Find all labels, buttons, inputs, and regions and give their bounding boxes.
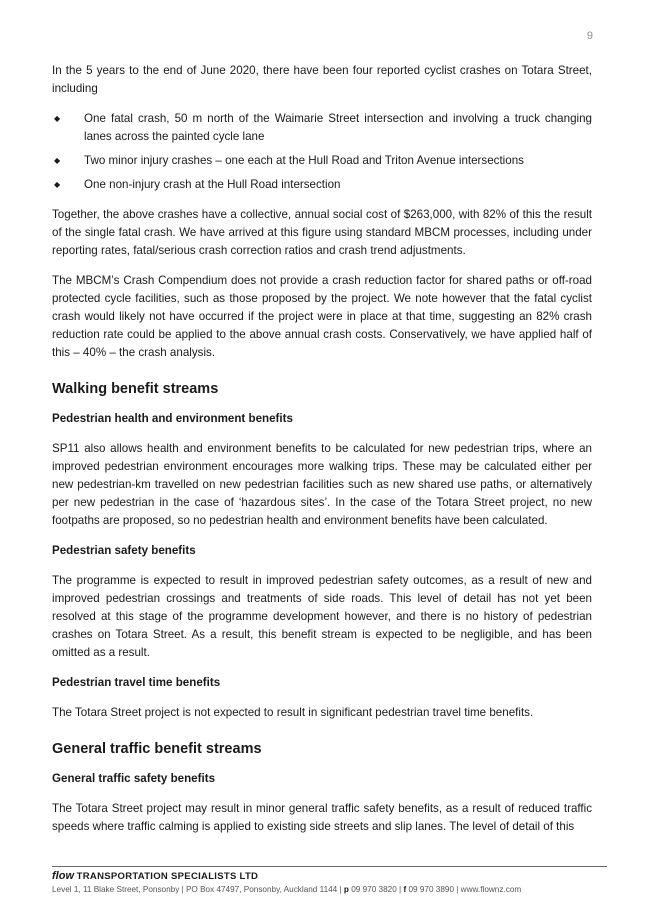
list-item-text: One fatal crash, 50 m north of the Waimarie Street intersection and involving a truck changing lanes across the painted cycle lane — [84, 112, 592, 143]
general-traffic-safety-heading: General traffic safety benefits — [52, 772, 216, 785]
footer-brand — [52, 870, 607, 883]
postal-address: Level 1, 11 Blake Street, Ponsonby | PO Box 47497, Ponsonby, Auckland 1144 | — [52, 885, 342, 894]
walking-benefit-heading: Walking benefit streams — [52, 381, 219, 397]
pedestrian-health-heading: Pedestrian health and environment benefits — [52, 412, 293, 425]
general-traffic-safety-paragraph: The Totara Street project may result in minor general traffic safety benefits, as a result of reduced traffic speeds where traffic calming is applied to existing side streets and slip lanes. The level of detail of this — [52, 802, 592, 833]
footer-separator: | — [399, 885, 402, 894]
list-item — [52, 176, 592, 194]
crash-compendium-paragraph: The MBCM’s Crash Compendium does not provide a crash reduction factor for shared paths or off-road protected cycle facilities, such as those proposed by the project. We note however that the fatal cyclist crash would likely not have occurred if the project were in place at that time, suggesting an 82% crash reduction rate could be applied to the above annual crash costs. Conservatively, we have applied half of this – 40% – the crash analysis. — [52, 274, 592, 359]
page-footer — [52, 866, 607, 896]
diamond-bullet-icon: ◆ — [54, 180, 61, 189]
document-body — [52, 62, 592, 848]
list-item-text: One non-injury crash at the Hull Road intersection — [84, 178, 341, 191]
phone-number: 09 970 3820 — [351, 885, 397, 894]
flow-logo: flow — [52, 870, 74, 882]
pedestrian-travel-time-heading: Pedestrian travel time benefits — [52, 676, 221, 689]
page-number: 9 — [586, 30, 593, 42]
company-name: TRANSPORTATION SPECIALISTS LTD — [76, 871, 259, 882]
intro-paragraph: In the 5 years to the end of June 2020, there have been four reported cyclist crashes on Totara Street, including — [52, 64, 592, 95]
pedestrian-safety-paragraph: The programme is expected to result in improved pedestrian safety outcomes, as a result of new and improved pedestrian crossings and treatments of side roads. This level of detail has not yet been resolved at this stage of the programme development however, and there is no history of pedestrian crashes on Totara Street. As a result, this benefit stream is expected to be negligible, and has been omitted as a result. — [52, 574, 592, 659]
pedestrian-health-paragraph: SP11 also allows health and environment benefits to be calculated for new pedestrian trips, where an improved pedestrian environment encourages more walking trips. These may be calculated either per new pedestrian-km travelled on new pedestrian facilities such as new shared use paths, or alternatively per new pedestrian in the case of ‘hazardous sites’. In the case of the Totara Street project, no new footpaths are proposed, so no pedestrian health and environment benefits have been calculated. — [52, 442, 592, 527]
list-item — [52, 110, 592, 146]
general-traffic-heading: General traffic benefit streams — [52, 741, 262, 757]
diamond-bullet-icon: ◆ — [54, 156, 61, 165]
phone-label: p — [343, 885, 349, 894]
footer-address — [52, 884, 607, 896]
crash-list — [52, 110, 592, 194]
pedestrian-travel-time-paragraph: The Totara Street project is not expected to result in significant pedestrian travel time benefits. — [52, 706, 534, 719]
list-item — [52, 152, 592, 170]
diamond-bullet-icon: ◆ — [54, 114, 61, 123]
social-cost-paragraph: Together, the above crashes have a collective, annual social cost of $263,000, with 82% of this the result of the single fatal crash. We have arrived at this figure using standard MBCM processes, including under reporting rates, fatal/serious crash correction ratios and crash trend adjustments. — [52, 208, 592, 257]
fax-number: 09 970 3890 — [408, 885, 454, 894]
pedestrian-safety-heading: Pedestrian safety benefits — [52, 544, 196, 557]
fax-label: f — [403, 885, 407, 894]
list-item-text: Two minor injury crashes – one each at the Hull Road and Triton Avenue intersections — [84, 154, 524, 167]
website-link[interactable]: | www.flownz.com — [456, 885, 522, 894]
